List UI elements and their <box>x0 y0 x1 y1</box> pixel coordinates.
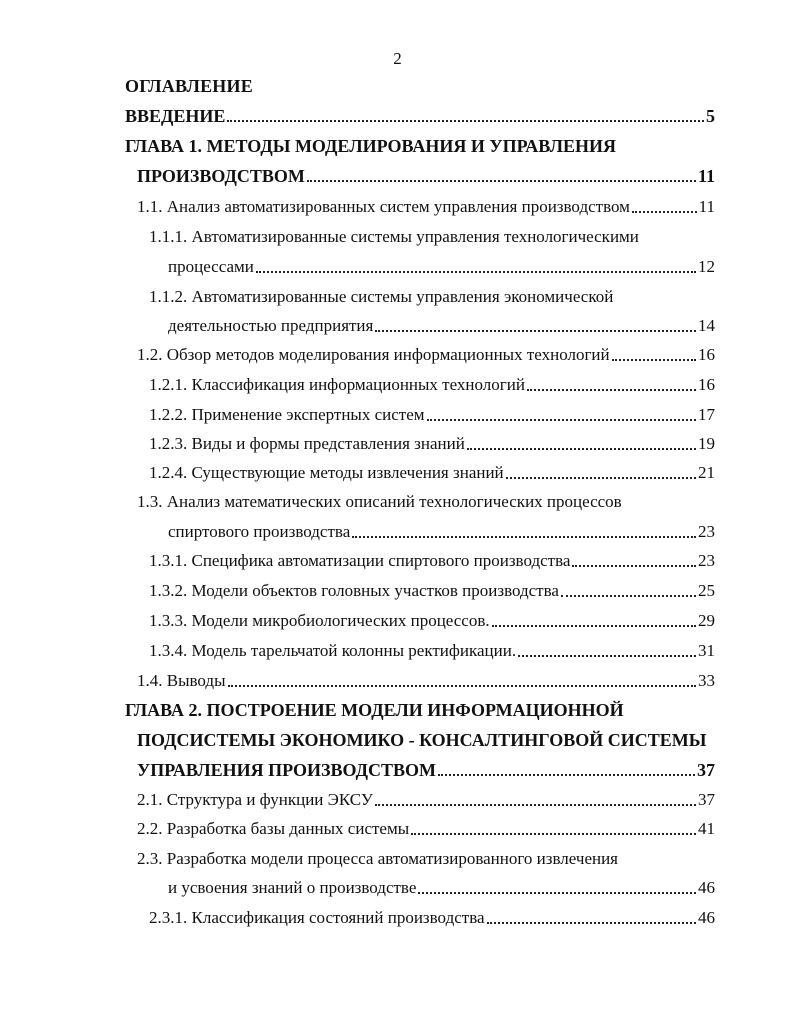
toc-entry-page: 46 <box>698 878 715 897</box>
toc-heading: ОГЛАВЛЕНИЕ <box>125 76 253 96</box>
toc-entry-introduction <box>125 105 715 127</box>
toc-entry-page: 37 <box>698 790 715 809</box>
toc-entry-text: 1.2.3. Виды и формы представления знаний <box>149 434 465 453</box>
toc-entry-page: 31 <box>698 641 715 660</box>
toc-entry-page: 11 <box>697 166 715 186</box>
leader-dots <box>487 922 696 924</box>
toc-entry-page: 29 <box>698 611 715 630</box>
toc-entry-1-3-2 <box>149 580 715 602</box>
toc-entry-text: 2.1. Структура и функции ЭКСУ <box>137 790 373 809</box>
toc-entry-text: 1.3.2. Модели объектов головных участков производства <box>149 581 559 600</box>
toc-entry-1-1-1-cont <box>168 256 715 278</box>
toc-entry-text: 2.3. Разработка модели процесса автоматизированного извлечения <box>137 849 619 868</box>
toc-entry-1-1 <box>137 196 715 218</box>
toc-entry-1-3-3 <box>149 610 715 632</box>
toc-entry-text: 1.3. Анализ математических описаний технологических процессов <box>137 492 622 511</box>
leader-dots <box>418 892 696 894</box>
toc-entry-1-4 <box>137 670 715 692</box>
leader-dots <box>467 448 696 450</box>
leader-dots <box>227 120 704 122</box>
toc-entry-page: 14 <box>698 316 715 335</box>
toc-entry-1-3-1 <box>149 550 715 572</box>
toc-entry-text: 1.2.2. Применение экспертных систем <box>149 405 425 424</box>
toc-entry-2-3-1 <box>149 907 715 929</box>
toc-entry-1-3 <box>137 491 622 513</box>
toc-entry-page: 12 <box>698 257 715 276</box>
toc-entry-2-2 <box>137 818 715 840</box>
toc-entry-1-1-2-cont <box>168 315 715 337</box>
toc-entry-page: 16 <box>698 375 715 394</box>
toc-entry-text: ГЛАВА 1. МЕТОДЫ МОДЕЛИРОВАНИЯ И УПРАВЛЕНИЯ <box>125 136 617 156</box>
toc-entry-page: 16 <box>698 345 715 364</box>
toc-entry-text: 1.2.1. Классификация информационных технологий <box>149 375 525 394</box>
toc-entry-1-1-1 <box>149 226 639 248</box>
toc-entry-1-3-4 <box>149 640 715 662</box>
toc-entry-page: 23 <box>698 551 715 570</box>
toc-entry-page: 46 <box>698 908 715 927</box>
toc-entry-chapter-2-title-cont <box>137 729 706 751</box>
toc-entry-1-2-4 <box>149 462 715 484</box>
toc-entry-2-1 <box>137 789 715 811</box>
leader-dots <box>572 565 696 567</box>
toc-entry-text: ВВЕДЕНИЕ <box>125 106 226 126</box>
toc-entry-page: 25 <box>698 581 715 600</box>
toc-entry-text: спиртового производства <box>168 522 351 541</box>
toc-entry-text: УПРАВЛЕНИЯ ПРОИЗВОДСТВОМ <box>137 760 437 780</box>
toc-entry-text: и усвоения знаний о производстве <box>168 878 417 897</box>
leader-dots <box>527 389 696 391</box>
toc-entry-1-1-2 <box>149 286 613 308</box>
toc-entry-chapter-2-title-end <box>137 759 715 781</box>
toc-entry-1-2-1 <box>149 374 715 396</box>
toc-entry-page: 21 <box>698 463 715 482</box>
toc-entry-page: 33 <box>698 671 715 690</box>
leader-dots <box>561 595 696 597</box>
toc-entry-chapter-1-title <box>125 135 616 157</box>
leader-dots <box>375 804 696 806</box>
toc-entry-text: 2.2. Разработка базы данных системы <box>137 819 410 838</box>
toc-entry-text: ПРОИЗВОДСТВОМ <box>137 166 305 186</box>
toc-entry-text: 1.3.1. Специфика автоматизации спиртового производства <box>149 551 571 570</box>
leader-dots <box>411 833 696 835</box>
toc-entry-1-2-3 <box>149 433 715 455</box>
toc-entry-2-3-cont <box>168 877 715 899</box>
toc-entry-chapter-2-title <box>125 699 624 721</box>
toc-entry-text: 1.1. Анализ автоматизированных систем управления производством <box>137 197 630 216</box>
leader-dots <box>506 477 696 479</box>
leader-dots <box>256 271 696 273</box>
leader-dots <box>307 180 696 182</box>
toc-entry-page: 19 <box>698 434 715 453</box>
toc-entry-text: деятельностью предприятия <box>168 316 374 335</box>
toc-entry-text: 2.3.1. Классификация состояний производства <box>149 908 485 927</box>
leader-dots <box>228 685 696 687</box>
toc-entry-2-3 <box>137 848 618 870</box>
toc-entry-text: 1.4. Выводы <box>137 671 226 690</box>
leader-dots <box>492 625 696 627</box>
toc-entry-text: 1.1.2. Автоматизированные системы управления экономической <box>149 287 614 306</box>
leader-dots <box>438 774 695 776</box>
toc-entry-text: 1.3.4. Модель тарельчатой колонны ректификации. <box>149 641 517 660</box>
leader-dots <box>352 536 696 538</box>
toc-entry-text: ГЛАВА 2. ПОСТРОЕНИЕ МОДЕЛИ ИНФОРМАЦИОННОЙ <box>125 700 624 720</box>
toc-entry-page: 23 <box>698 522 715 541</box>
leader-dots <box>612 359 696 361</box>
toc-entry-text: ПОДСИСТЕМЫ ЭКОНОМИКО - КОНСАЛТИНГОВОЙ СИСТЕМЫ <box>137 730 707 750</box>
leader-dots <box>632 211 697 213</box>
toc-entry-chapter-1-title-cont <box>137 165 715 187</box>
leader-dots <box>375 330 696 332</box>
toc-entry-page: 11 <box>698 197 715 216</box>
leader-dots <box>518 655 696 657</box>
toc-entry-page: 41 <box>698 819 715 838</box>
toc-entry-1-2-2 <box>149 404 715 426</box>
toc-entry-text: 1.3.3. Модели микробиологических процессов. <box>149 611 490 630</box>
toc-entry-text: 1.1.1. Автоматизированные системы управления технологическими <box>149 227 639 246</box>
toc-entry-text: 1.2. Обзор методов моделирования информационных технологий <box>137 345 610 364</box>
toc-entry-1-3-cont <box>168 521 715 543</box>
page-number: 2 <box>393 49 402 68</box>
toc-entry-1-2 <box>137 344 715 366</box>
toc-entry-text: 1.2.4. Существующие методы извлечения знаний <box>149 463 504 482</box>
toc-entry-page: 17 <box>698 405 715 424</box>
toc-entry-page: 37 <box>697 760 715 780</box>
toc-entry-page: 5 <box>706 106 715 126</box>
leader-dots <box>427 419 696 421</box>
toc-entry-text: процессами <box>168 257 254 276</box>
